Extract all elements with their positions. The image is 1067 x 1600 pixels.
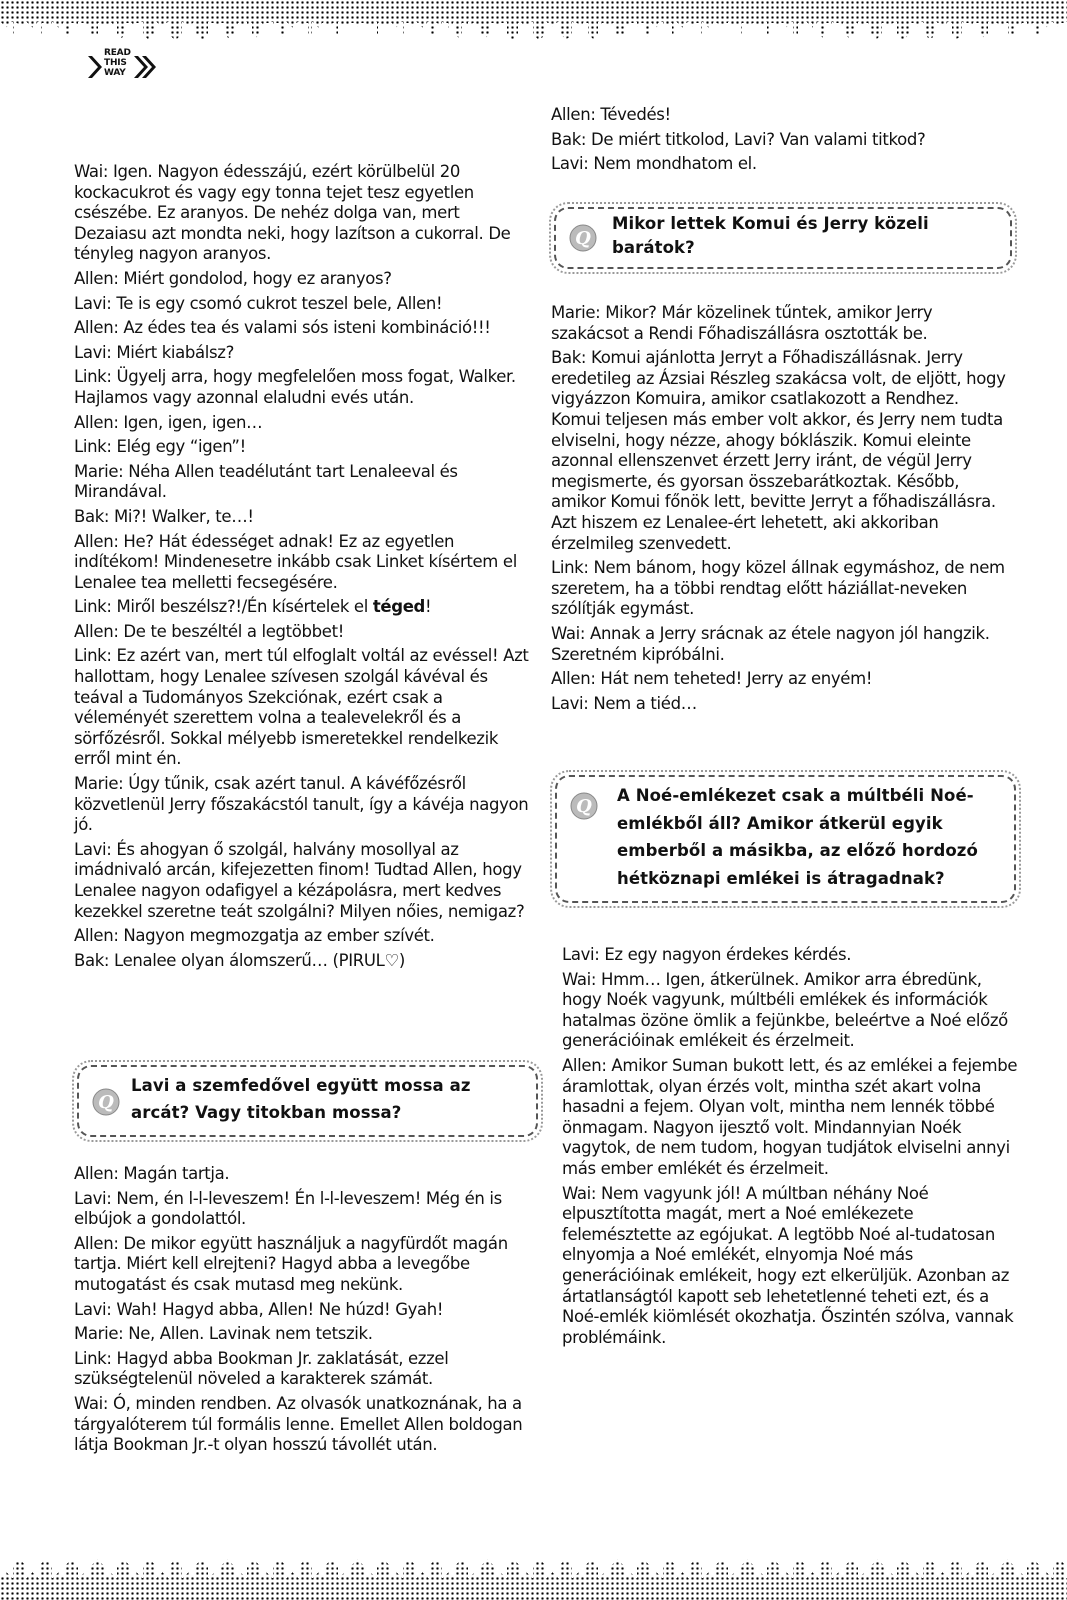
left-column bbox=[74, 162, 532, 975]
dialogue-line: Wai: Annak a Jerry srácnak az étele nagyon jól hangzik. Szeretném kipróbálni. bbox=[551, 623, 990, 664]
dialogue-line: Lavi: Nem a tiéd… bbox=[551, 693, 697, 713]
left-column-answers bbox=[74, 1164, 530, 1460]
svg-text:Q: Q bbox=[98, 1092, 114, 1113]
top-zigzag-edge bbox=[0, 22, 1067, 46]
dialogue-line: Link: Elég egy “igen”! bbox=[74, 437, 246, 457]
dialogue-line: Allen: Igen, igen, igen… bbox=[74, 412, 263, 432]
dialogue-line: Allen: De te beszéltél a legtöbbet! bbox=[74, 621, 344, 641]
dialogue-line: Lavi: Ez egy nagyon érdekes kérdés. bbox=[562, 945, 852, 964]
dialogue-line: Wai: Igen. Nagyon édesszájú, ezért körülbelül 20 kockacukrot és vagy egy tonna tejet tesz egyetlen csészébe. Ez aranyos. De nehéz dolga van, mert Dezaiasu azt mondta neki, hogy lazítson a cukorral. De tényleg nagyon aranyos. bbox=[74, 162, 511, 264]
right-column-middle bbox=[551, 303, 1011, 718]
dialogue-line: Allen: Amikor Suman bukott lett, és az emlékei a fejembe áramlottak, olyan érzés volt, mintha szét akart volna hasadni a fejem. Olyan volt, mintha nem lennék többé önmagam. Nagyon ijesztő volt. Mindannyian Noék vagytok, de nem tudom, hogyan tudjátok elviselni annyi más ember emlékét és érzelmeit. bbox=[562, 1055, 1018, 1178]
dialogue-line: Bak: Lenalee olyan álomszerű… (PIRUL♡) bbox=[74, 950, 405, 970]
dialogue-line: Link: Hagyd abba Bookman Jr. zaklatását, ezzel szükségtelenül növeled a karakterek számát. bbox=[74, 1348, 449, 1389]
question-q-icon bbox=[91, 1087, 121, 1117]
dialogue-line: Link: Nem bánom, hogy közel állnak egymáshoz, de nem szeretem, ha a többi rendtag előtt háziállat-neveken szólítják egymást. bbox=[551, 558, 1005, 619]
dialogue-line: Marie: Úgy tűnik, csak azért tanul. A kávéfőzésről közvetlenül Jerry főszakácstól tanult, így a kávéja nagyon jó. bbox=[74, 774, 529, 835]
dialogue-line: Link: Ez azért van, mert túl elfoglalt voltál az evéssel! Azt hallottam, hogy Lenalee szívesen szolgál kávéval és teával a Tudományos Szekciónak, ezért csak a véleményét szerettem volna a tealevelekről és a sörfőzésről. Sokkal mélyebb ismeretekkel rendelkezik erről mint én. bbox=[74, 646, 529, 769]
dialogue-line bbox=[74, 597, 532, 618]
dialogue-line: Allen: De mikor együtt használjuk a nagyfürdőt magán tartja. Miért kell elrejteni? Hagyd abba a levegőbe mutogatást és csak mutasd meg nekünk. bbox=[74, 1233, 508, 1294]
dialogue-line: Allen: Az édes tea és valami sós isteni kombináció!!! bbox=[74, 318, 491, 338]
emphasis-text: téged bbox=[372, 597, 426, 617]
question-box bbox=[554, 207, 1012, 269]
question-q-icon bbox=[568, 223, 598, 253]
right-column-bottom bbox=[562, 945, 1022, 1352]
dialogue-line: Marie: Ne, Allen. Lavinak nem tetszik. bbox=[74, 1324, 373, 1344]
dialogue-text: Link: Miről beszélsz?!/Én kísértelek el bbox=[74, 597, 373, 617]
dialogue-line: Allen: He? Hát édességet adnak! Ez az egyetlen indítékom! Mindenesetre inkább csak Linket kísértem el Lenalee tea melletti fecsegésére. bbox=[74, 531, 517, 592]
svg-text:Q: Q bbox=[576, 796, 592, 817]
dialogue-line: Lavi: Nem, én l-l-leveszem! Én l-l-leveszem! Még én is elbújok a gondolattól. bbox=[74, 1188, 502, 1229]
right-column-top bbox=[551, 105, 1011, 179]
dialogue-line: Marie: Néha Allen teadélutánt tart Lenaleeval és Mirandával. bbox=[74, 461, 458, 502]
dialogue-line: Lavi: És ahogyan ő szolgál, halvány mosollyal az imádnivaló arcán, kifejezetten finom! Tudtad Allen, hogy Lenalee nagyon odafigyel a kézápolásra, mert kedves kezekkel szeretne teát szolgálni? Milyen nőies, nemigaz? bbox=[74, 839, 525, 921]
dialogue-line: Allen: Magán tartja. bbox=[74, 1164, 230, 1183]
dialogue-line: Allen: Miért gondolod, hogy ez aranyos? bbox=[74, 268, 392, 288]
question-text: A Noé-emlékezet csak a múltbéli Noé-emlékből áll? Amikor átkerül egyik emberből a másikba, az előző hordozó hétköznapi emlékei is átragadnak? bbox=[617, 786, 978, 888]
dialogue-line: Bak: Mi?! Walker, te…! bbox=[74, 506, 254, 526]
dialogue-line: Link: Ügyelj arra, hogy megfelelően moss fogat, Walker. Hajlamos vagy azonnal elaludni evés után. bbox=[74, 367, 516, 407]
svg-text:Q: Q bbox=[575, 228, 591, 249]
question-text: Lavi a szemfedővel együtt mossa az arcát? Vagy titokban mossa? bbox=[131, 1076, 471, 1122]
question-box bbox=[77, 1065, 538, 1137]
dialogue-line: Lavi: Nem mondhatom el. bbox=[551, 154, 757, 174]
dialogue-line: Bak: Komui ajánlotta Jerryt a Főhadiszállásnak. Jerry eredetileg az Ázsiai Részleg szakácsa volt, de eljött, hogy vigyázzon Komuira, amikor csatlakozott a Rendhez. Komui teljesen más ember volt akkor, és Jerry nem tudta elviselni, hogy nézze, ahogy bóklászik. Komui eleinte azonnal ellenszenvet érzett Jerry iránt, de végül Jerry megismerte, és gyorsan összebarátkoztak. Később, amikor Komui főnök lett, bevitte Jerryt a főhadiszállásra. Azt hiszem ez Lenalee-ért lehetett, aki akkoriban érzelmileg szenvedett. bbox=[551, 348, 1006, 553]
dialogue-line: Allen: Tévedés! bbox=[551, 105, 671, 124]
question-box bbox=[555, 775, 1016, 903]
dialogue-line: Wai: Hmm… Igen, átkerülnek. Amikor arra ébredünk, hogy Noék vagyunk, múltbéli emlékek és információk hatalmas özöne ömlik a fejünkbe, beleértve a Noé előző generációinak emlékeit és érzelmeit. bbox=[562, 969, 1008, 1051]
dialogue-line: Allen: Hát nem teheted! Jerry az enyém! bbox=[551, 669, 873, 689]
question-q-icon bbox=[569, 791, 599, 821]
dialogue-line: Lavi: Te is egy csomó cukrot teszel bele, Allen! bbox=[74, 293, 443, 313]
dialogue-line: Wai: Ó, minden rendben. Az olvasók unatkoznának, ha a tárgyalóterem túl formális lenne. Emellet Allen boldogan látja Bookman Jr.-t olyan hosszú távollét után. bbox=[74, 1393, 523, 1455]
dialogue-line: Lavi: Miért kiabálsz? bbox=[74, 342, 235, 362]
read-this-way-text: READ THIS WAY bbox=[104, 48, 131, 78]
dialogue-line: Wai: Nem vagyunk jól! A múltban néhány Noé elpusztította magát, mert a Noé emlékezete felemésztette az egójukat. A legtöbb Noé al-tudatosan elnyomja a Noé emlékét, elnyomja Noé más generációinak emlékeit, hogy ezt elkerüljük. Azonban az ártatlanságtól kapott seb lehetetlenné teheti ezt, és a Noé-emlék kiömlését okozhatja. Őszintén szólva, vannak problémáink. bbox=[562, 1183, 1014, 1347]
dialogue-text: ! bbox=[425, 597, 432, 617]
read-this-way-logo bbox=[86, 48, 156, 82]
dialogue-line: Marie: Mikor? Már közelinek tűntek, amikor Jerry szakácsot a Rendi Főhadiszállásra osztották be. bbox=[551, 303, 933, 343]
dialogue-line: Bak: De miért titkolod, Lavi? Van valami titkod? bbox=[551, 129, 926, 149]
question-text: Mikor lettek Komui és Jerry közeli barátok? bbox=[612, 214, 929, 257]
bottom-zigzag-edge bbox=[0, 1554, 1067, 1578]
dialogue-line: Allen: Nagyon megmozgatja az ember szívét. bbox=[74, 926, 435, 946]
dialogue-line: Lavi: Wah! Hagyd abba, Allen! Ne húzd! Gyah! bbox=[74, 1299, 444, 1319]
